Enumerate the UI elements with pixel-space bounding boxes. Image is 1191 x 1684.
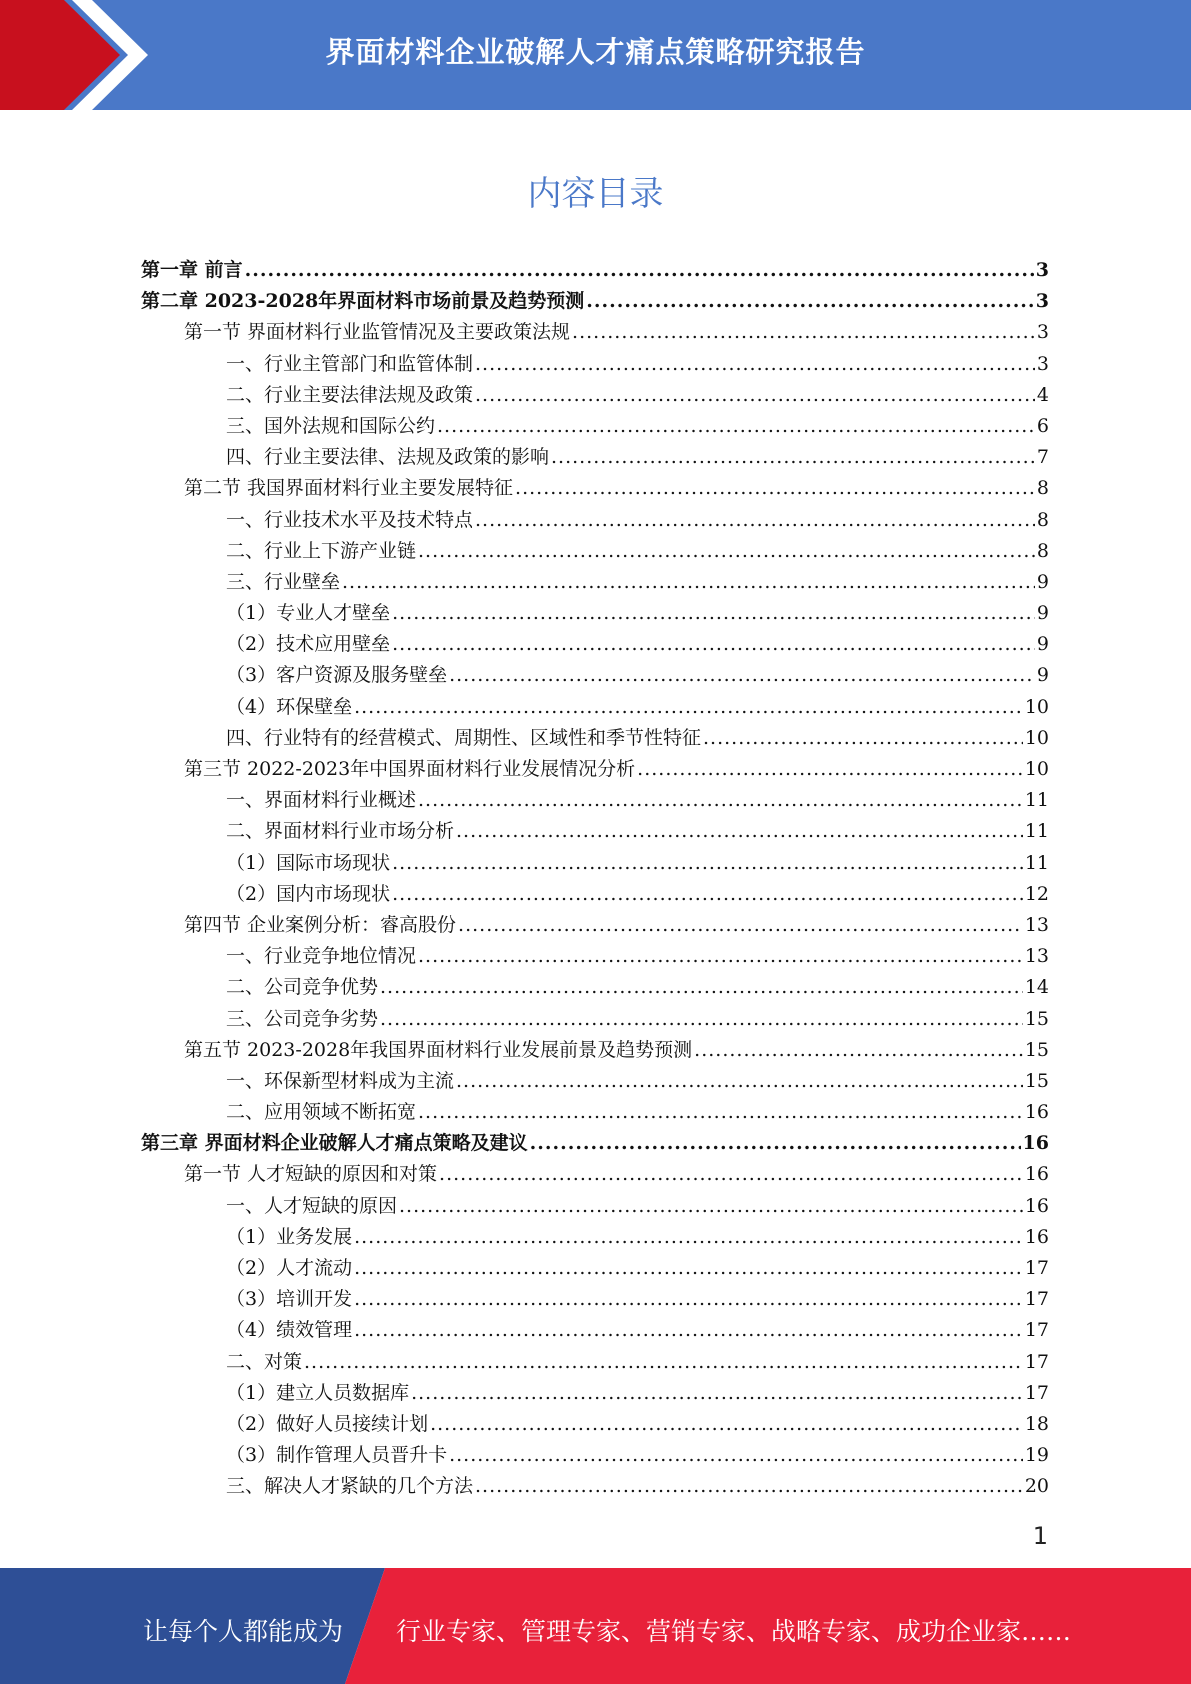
- toc-entry[interactable]: [141, 1440, 1049, 1471]
- toc-leader-dots: [475, 505, 1035, 536]
- toc-entry[interactable]: [141, 1097, 1049, 1128]
- page-footer: [0, 1568, 1191, 1684]
- toc-entry-title: 第一节 人才短缺的原因和对策: [184, 1163, 438, 1186]
- toc-entry-title: 一、行业主管部门和监管体制: [226, 352, 474, 375]
- toc-entry-title: 二、应用领域不断拓宽: [226, 1101, 417, 1124]
- toc-entry-page: 18: [1024, 1412, 1049, 1435]
- toc-leader-dots: [437, 411, 1035, 442]
- toc-entry[interactable]: [141, 598, 1049, 629]
- toc-entry-page: 14: [1024, 976, 1049, 999]
- toc-entry[interactable]: [141, 816, 1049, 847]
- toc-entry-page: 15: [1024, 1007, 1049, 1030]
- toc-entry-title: 第四节 企业案例分析：睿高股份: [184, 913, 457, 936]
- toc-entry-page: 9: [1036, 570, 1049, 593]
- toc-entry[interactable]: [141, 442, 1049, 473]
- toc-entry-title: 一、行业技术水平及技术特点: [226, 508, 474, 531]
- toc-entry-page: 4: [1036, 383, 1049, 406]
- page-number: 1: [1032, 1522, 1048, 1550]
- toc-entry-page: 16: [1024, 1225, 1049, 1248]
- toc-entry-page: 20: [1024, 1475, 1049, 1498]
- toc-leader-dots: [694, 1035, 1023, 1066]
- toc-entry-page: 16: [1024, 1101, 1049, 1124]
- toc-entry-title: 第三章 界面材料企业破解人才痛点策略及建议: [141, 1132, 528, 1155]
- toc-leader-dots: [354, 1315, 1023, 1346]
- toc-entry-title: 二、行业上下游产业链: [226, 539, 417, 562]
- toc-leader-dots: [475, 380, 1035, 411]
- toc-entry-page: 10: [1024, 758, 1049, 780]
- toc-leader-dots: [392, 629, 1035, 660]
- toc-entry[interactable]: [141, 785, 1049, 816]
- toc-entry[interactable]: [141, 1347, 1049, 1378]
- page-header: [0, 0, 1191, 110]
- toc-leader-dots: [411, 1378, 1023, 1409]
- toc-entry[interactable]: [141, 536, 1049, 567]
- footer-slogan-right: 行业专家、管理专家、营销专家、战略专家、成功企业家……: [396, 1617, 1072, 1646]
- toc-leader-dots: [572, 317, 1035, 348]
- toc-entry[interactable]: [141, 1159, 1049, 1190]
- toc-leader-dots: [449, 660, 1035, 691]
- toc-entry[interactable]: [141, 1128, 1049, 1159]
- toc-entry-page: 7: [1036, 446, 1049, 469]
- toc-entry[interactable]: [141, 411, 1049, 442]
- toc-leader-dots: [515, 473, 1035, 504]
- toc-entry-title: （1）建立人员数据库: [226, 1381, 410, 1404]
- toc-entry-page: 11: [1024, 820, 1049, 843]
- toc-entry-title: 一、界面材料行业概述: [226, 789, 417, 812]
- toc-entry[interactable]: [141, 1471, 1049, 1502]
- toc-entry-page: 9: [1036, 602, 1049, 625]
- toc-leader-dots: [551, 442, 1035, 473]
- toc-entry[interactable]: [141, 1315, 1049, 1346]
- toc-entry-page: 11: [1024, 789, 1049, 812]
- toc-entry[interactable]: [141, 473, 1049, 504]
- toc-entry[interactable]: [141, 629, 1049, 660]
- toc-entry[interactable]: [141, 1409, 1049, 1440]
- toc-entry[interactable]: [141, 505, 1049, 536]
- toc-entry-page: 15: [1024, 1069, 1049, 1092]
- toc-entry-title: （4）绩效管理: [226, 1319, 353, 1342]
- toc-entry-page: 19: [1024, 1444, 1049, 1467]
- toc-entry[interactable]: [141, 972, 1049, 1003]
- toc-entry-title: （2）做好人员接续计划: [226, 1412, 429, 1435]
- toc-entry-title: （3）客户资源及服务壁垒: [226, 664, 448, 687]
- toc-leader-dots: [456, 816, 1023, 847]
- toc-entry-page: 8: [1036, 477, 1049, 500]
- table-of-contents: [141, 255, 1049, 1503]
- toc-entry-page: 8: [1036, 508, 1049, 531]
- toc-entry-title: 第一节 界面材料行业监管情况及主要政策法规: [184, 321, 571, 344]
- toc-entry-page: 8: [1036, 539, 1049, 562]
- toc-leader-dots: [418, 785, 1023, 816]
- toc-entry[interactable]: [141, 255, 1049, 286]
- toc-leader-dots: [354, 692, 1023, 723]
- toc-entry-page: 13: [1024, 913, 1049, 936]
- toc-entry-page: 3: [1035, 259, 1049, 281]
- toc-entry[interactable]: [141, 1004, 1049, 1035]
- toc-leader-dots: [392, 848, 1023, 879]
- toc-entry[interactable]: [141, 349, 1049, 380]
- toc-leader-dots: [475, 349, 1035, 380]
- toc-entry-title: 二、公司竞争优势: [226, 976, 379, 999]
- toc-entry[interactable]: [141, 692, 1049, 723]
- toc-entry[interactable]: [141, 879, 1049, 910]
- toc-leader-dots: [418, 536, 1035, 567]
- toc-leader-dots: [449, 1440, 1023, 1471]
- toc-entry[interactable]: [141, 723, 1049, 754]
- toc-leader-dots: [399, 1191, 1023, 1222]
- toc-entry[interactable]: [141, 754, 1049, 785]
- toc-entry-page: 17: [1024, 1319, 1049, 1342]
- toc-leader-dots: [304, 1347, 1023, 1378]
- toc-entry-title: 四、行业特有的经营模式、周期性、区域性和季节性特征: [226, 726, 702, 749]
- toc-entry-title: （1）专业人才壁垒: [226, 602, 391, 625]
- footer-slogan-left: 让每个人都能成为: [143, 1617, 344, 1646]
- toc-entry-page: 15: [1024, 1038, 1049, 1061]
- toc-entry-page: 10: [1024, 695, 1049, 718]
- toc-leader-dots: [586, 286, 1034, 317]
- toc-entry-page: 16: [1024, 1163, 1049, 1186]
- toc-entry-title: （3）培训开发: [226, 1288, 353, 1311]
- toc-leader-dots: [456, 1066, 1023, 1097]
- toc-entry-page: 13: [1024, 945, 1049, 968]
- report-title: 界面材料企业破解人才痛点策略研究报告: [325, 35, 866, 69]
- toc-leader-dots: [439, 1159, 1023, 1190]
- toc-entry-title: （1）业务发展: [226, 1225, 353, 1248]
- toc-entry[interactable]: [141, 910, 1049, 941]
- toc-entry[interactable]: [141, 660, 1049, 691]
- toc-leader-dots: [418, 941, 1023, 972]
- toc-entry[interactable]: [141, 317, 1049, 348]
- toc-entry-page: 12: [1024, 882, 1049, 905]
- toc-entry[interactable]: [141, 1378, 1049, 1409]
- toc-entry[interactable]: [141, 941, 1049, 972]
- toc-entry-page: 3: [1036, 321, 1049, 344]
- toc-entry-title: 一、环保新型材料成为主流: [226, 1069, 455, 1092]
- toc-leader-dots: [475, 1471, 1023, 1502]
- toc-leader-dots: [530, 1128, 1021, 1159]
- toc-leader-dots: [392, 879, 1023, 910]
- toc-entry-page: 9: [1036, 633, 1049, 656]
- toc-entry-title: 第二节 我国界面材料行业主要发展特征: [184, 477, 514, 500]
- toc-entry-page: 17: [1024, 1381, 1049, 1404]
- toc-entry-page: 16: [1022, 1132, 1049, 1155]
- toc-entry[interactable]: [141, 567, 1049, 598]
- toc-leader-dots: [392, 598, 1035, 629]
- toc-entry-page: 6: [1036, 414, 1049, 437]
- toc-entry[interactable]: [141, 848, 1049, 879]
- toc-entry-page: 10: [1024, 726, 1049, 749]
- toc-entry[interactable]: [141, 1191, 1049, 1222]
- toc-entry-page: 11: [1024, 851, 1049, 874]
- toc-heading: 内容目录: [527, 174, 664, 214]
- toc-entry-page: 9: [1036, 664, 1049, 687]
- toc-entry-page: 17: [1024, 1257, 1049, 1279]
- toc-entry-title: （1）国际市场现状: [226, 851, 391, 874]
- toc-leader-dots: [342, 567, 1035, 598]
- toc-entry-title: 三、行业壁垒: [226, 570, 341, 593]
- toc-leader-dots: [354, 1222, 1023, 1253]
- toc-entry[interactable]: [141, 1284, 1049, 1315]
- toc-entry-title: 第二章 2023-2028年界面材料市场前景及趋势预测: [141, 290, 585, 313]
- toc-entry-title: 第一章 前言: [141, 259, 243, 281]
- toc-entry-title: 二、对策: [226, 1350, 303, 1373]
- toc-entry-title: 一、人才短缺的原因: [226, 1194, 398, 1217]
- toc-entry[interactable]: [141, 286, 1049, 317]
- toc-entry-title: 三、解决人才紧缺的几个方法: [226, 1475, 474, 1498]
- toc-entry-page: 3: [1035, 290, 1049, 313]
- toc-entry-title: （2）人才流动: [226, 1257, 353, 1279]
- toc-entry[interactable]: [141, 380, 1049, 411]
- toc-entry[interactable]: [141, 1035, 1049, 1066]
- toc-entry-title: 四、行业主要法律、法规及政策的影响: [226, 446, 550, 469]
- toc-entry-page: 3: [1036, 352, 1049, 375]
- toc-leader-dots: [637, 754, 1023, 785]
- toc-leader-dots: [245, 255, 1034, 286]
- toc-entry-page: 16: [1024, 1194, 1049, 1217]
- toc-leader-dots: [380, 1004, 1023, 1035]
- toc-entry-title: （2）国内市场现状: [226, 882, 391, 905]
- toc-entry-title: 三、公司竞争劣势: [226, 1007, 379, 1030]
- toc-entry[interactable]: [141, 1222, 1049, 1253]
- toc-entry-title: 第三节 2022-2023年中国界面材料行业发展情况分析: [184, 758, 636, 780]
- toc-leader-dots: [430, 1409, 1023, 1440]
- toc-leader-dots: [380, 972, 1023, 1003]
- toc-entry[interactable]: [141, 1066, 1049, 1097]
- toc-entry-title: （2）技术应用壁垒: [226, 633, 391, 656]
- toc-entry-page: 17: [1024, 1350, 1049, 1373]
- toc-entry-title: （4）环保壁垒: [226, 695, 353, 718]
- toc-leader-dots: [418, 1097, 1023, 1128]
- toc-entry-title: 一、行业竞争地位情况: [226, 945, 417, 968]
- toc-entry-title: 第五节 2023-2028年我国界面材料行业发展前景及趋势预测: [184, 1038, 693, 1061]
- toc-entry-title: （3）制作管理人员晋升卡: [226, 1444, 448, 1467]
- toc-entry-page: 17: [1024, 1288, 1049, 1311]
- toc-leader-dots: [703, 723, 1023, 754]
- toc-entry-title: 二、界面材料行业市场分析: [226, 820, 455, 843]
- toc-leader-dots: [458, 910, 1023, 941]
- toc-entry[interactable]: [141, 1253, 1049, 1284]
- toc-entry-title: 二、行业主要法律法规及政策: [226, 383, 474, 406]
- toc-leader-dots: [354, 1253, 1023, 1284]
- toc-entry-title: 三、国外法规和国际公约: [226, 414, 436, 437]
- toc-leader-dots: [354, 1284, 1023, 1315]
